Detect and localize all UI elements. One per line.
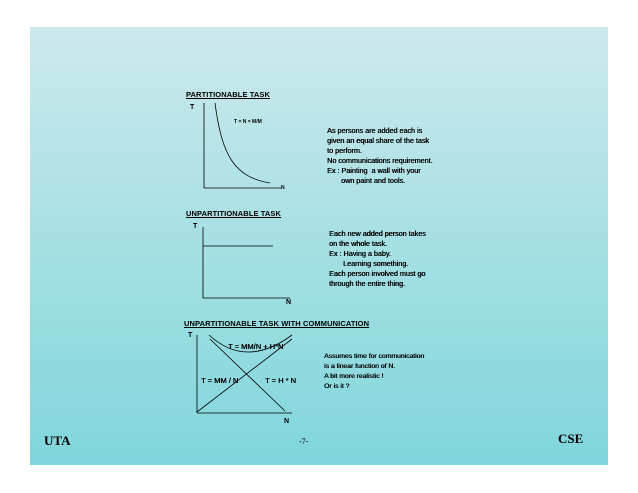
communication-comm-formula: T = H * N — [265, 376, 296, 385]
partitionable-y-label: T — [190, 104, 195, 111]
communication-total-formula: T = MM/N + H*N — [228, 342, 284, 351]
communication-x-label: N — [284, 418, 290, 425]
partitionable-x-label: N — [281, 185, 285, 191]
communication-description: Assumes time for communication is a linear function of N. A bit more realistic ! Or is it ? — [324, 353, 425, 390]
communication-graph — [30, 27, 608, 465]
communication-partition-formula: T = MM / N — [201, 376, 239, 385]
communication-y-label: T — [188, 332, 193, 339]
footer-page-number: -7- — [299, 437, 309, 446]
unpartitionable-heading: UNPARTITIONABLE TASK — [186, 209, 282, 218]
partitionable-description: As persons are added each is given an equal share of the task to perform. No communications requirement. Ex : Painting a wall with your own paint and tools. — [327, 126, 433, 185]
footer-right: CSE — [558, 431, 584, 446]
communication-heading: UNPARTITIONABLE TASK WITH COMMUNICATION — [184, 319, 370, 328]
slide — [30, 27, 608, 465]
unpartitionable-description: Each new added person takes on the whole task. Ex : Having a baby. Learning something. Each person involved must go through the entire thing. — [329, 229, 426, 288]
unpartitionable-y-label: T — [193, 223, 198, 230]
unpartitionable-x-label: N — [286, 299, 292, 306]
partitionable-formula: T = N = M/M — [234, 119, 262, 125]
footer-left: UTA — [44, 433, 71, 448]
partitionable-heading: PARTITIONABLE TASK — [186, 90, 271, 99]
